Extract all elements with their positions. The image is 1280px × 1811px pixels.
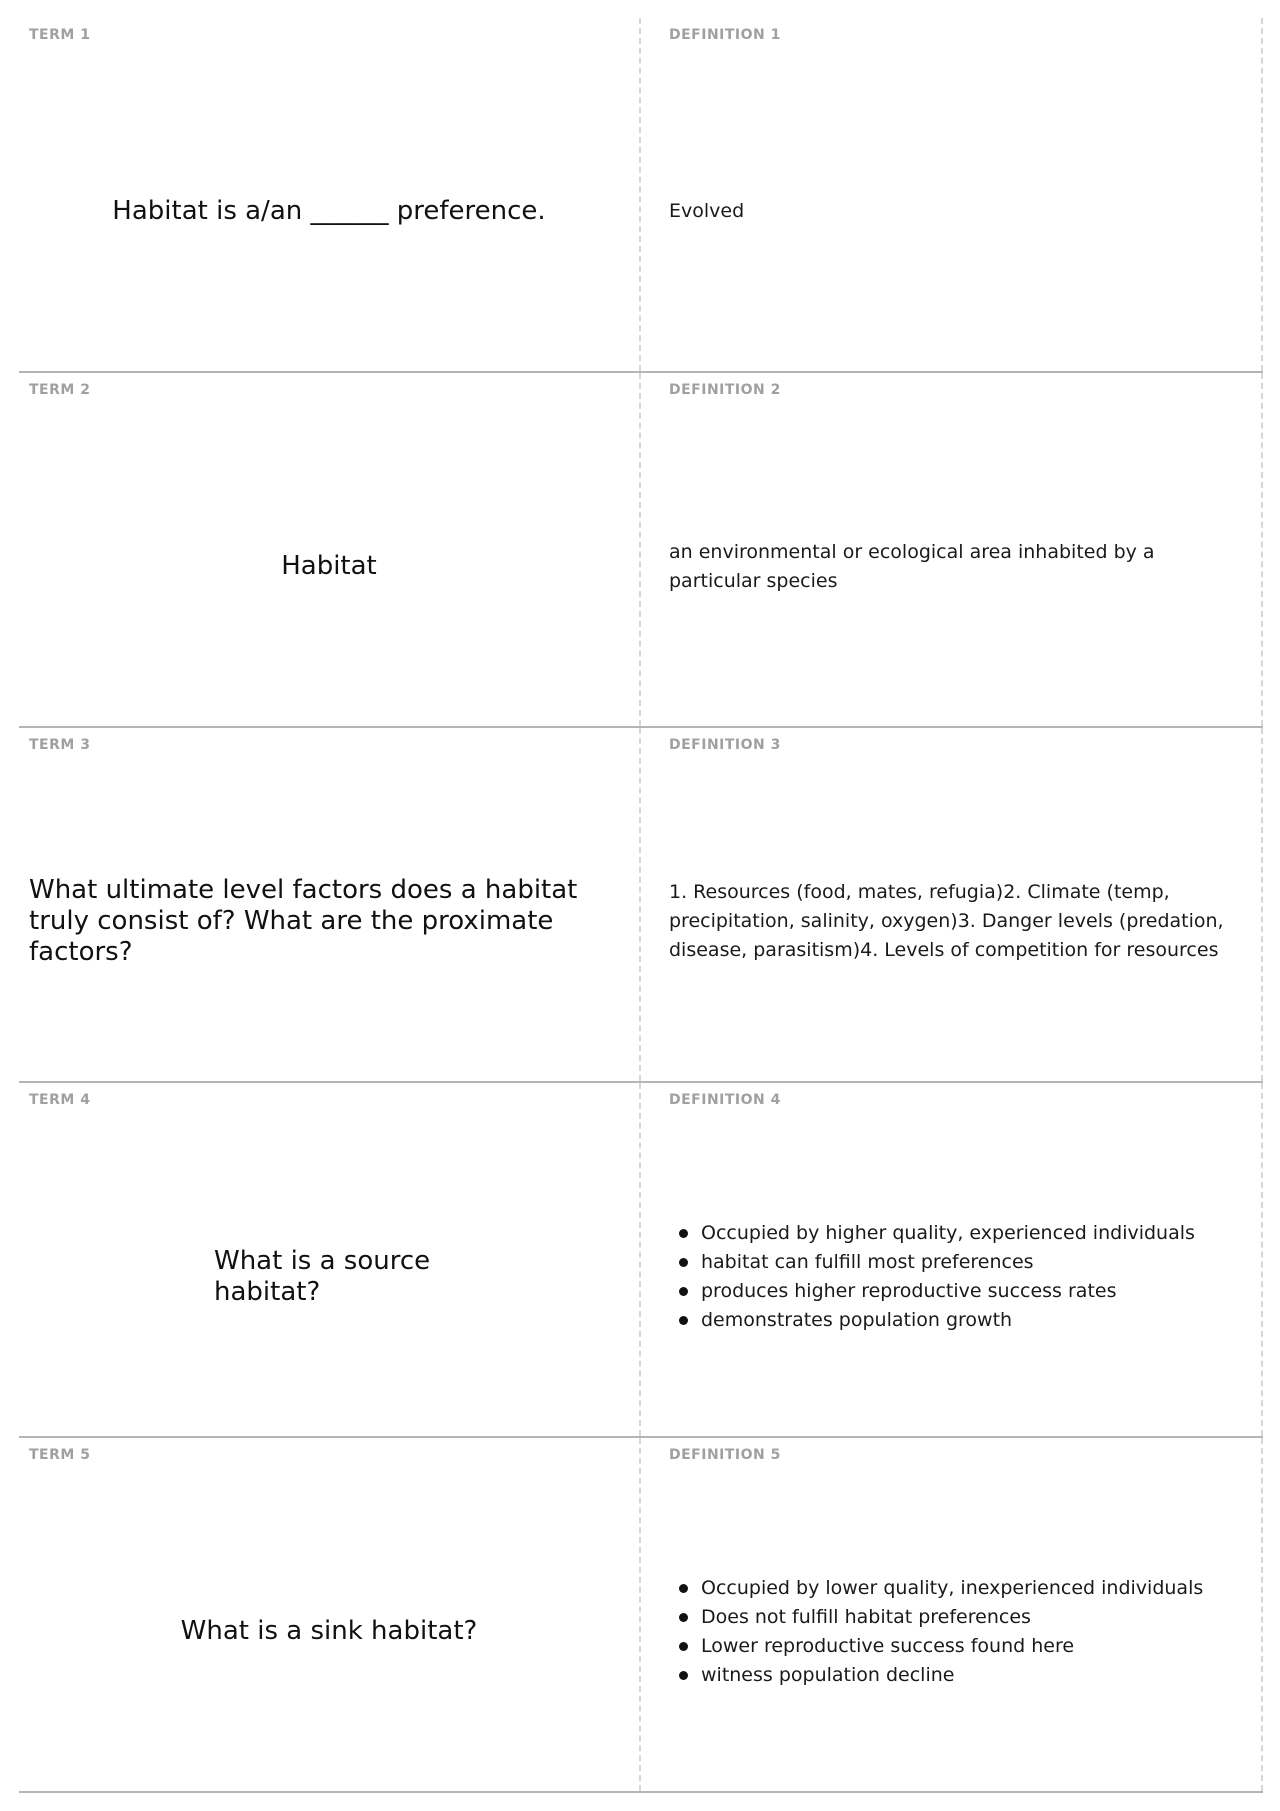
definition-label: DEFINITION 5: [669, 1447, 781, 1463]
list-item: [701, 1574, 1251, 1603]
term-body: [29, 411, 629, 722]
list-item: [701, 1603, 1251, 1632]
definition-label: DEFINITION 1: [669, 27, 781, 43]
bullet-icon: [679, 1316, 688, 1325]
bullet-icon: [679, 1642, 688, 1651]
term-cell: [19, 18, 641, 371]
definition-body: [669, 766, 1251, 1077]
definition-cell: [641, 1438, 1263, 1791]
term-cell: [19, 728, 641, 1081]
list-item-text: Occupied by lower quality, inexperienced individuals: [701, 1576, 1204, 1599]
term-label: TERM 2: [29, 382, 91, 398]
term-text: What ultimate level factors does a habitat truly consist of? What are the proximate factors?: [29, 875, 578, 967]
definition-cell: [641, 18, 1263, 371]
definition-cell: [641, 373, 1263, 726]
definition-body: [669, 56, 1251, 367]
list-item-text: demonstrates population growth: [701, 1308, 1013, 1331]
term-text: Habitat is a/an ______ preference.: [112, 196, 546, 226]
bullet-icon: [679, 1258, 688, 1267]
flashcard-row: [19, 1083, 1263, 1438]
list-item: [701, 1632, 1251, 1661]
flashcard-sheet: [19, 18, 1263, 1793]
bullet-icon: [679, 1613, 688, 1622]
term-body: [29, 56, 629, 367]
list-item-text: Does not fulfill habitat preferences: [701, 1605, 1031, 1628]
term-cell: [19, 1083, 641, 1436]
term-label: TERM 3: [29, 737, 91, 753]
bullet-icon: [679, 1287, 688, 1296]
bullet-icon: [679, 1584, 688, 1593]
definition-body: [669, 411, 1251, 722]
definition-text: an environmental or ecological area inhabited by a particular species: [669, 540, 1155, 592]
term-cell: [19, 1438, 641, 1791]
term-cell: [19, 373, 641, 726]
term-label: TERM 1: [29, 27, 91, 43]
term-body: [29, 766, 629, 1077]
definition-text: 1. Resources (food, mates, refugia)2. Climate (temp, precipitation, salinity, oxygen)3. Danger levels (predation, disease, parasitism)4. Levels of competition for resources: [669, 881, 1224, 961]
list-item: [701, 1219, 1251, 1248]
definition-text: Evolved: [669, 200, 745, 222]
flashcard-row: [19, 728, 1263, 1083]
term-text: What is a sink habitat?: [180, 1616, 478, 1646]
definition-label: DEFINITION 4: [669, 1092, 781, 1108]
term-body: [29, 1476, 629, 1787]
term-label: TERM 4: [29, 1092, 91, 1108]
list-item: [701, 1306, 1251, 1335]
list-item-text: Occupied by higher quality, experienced individuals: [701, 1221, 1195, 1244]
definition-body: [669, 1121, 1251, 1432]
definition-cell: [641, 1083, 1263, 1436]
bullet-icon: [679, 1671, 688, 1680]
definition-list: [669, 1574, 1251, 1690]
list-item-text: produces higher reproductive success rates: [701, 1279, 1117, 1302]
definition-label: DEFINITION 2: [669, 382, 781, 398]
flashcard-row: [19, 18, 1263, 373]
bullet-icon: [679, 1229, 688, 1238]
term-body: [29, 1121, 629, 1432]
flashcard-row: [19, 373, 1263, 728]
list-item-text: Lower reproductive success found here: [701, 1634, 1075, 1657]
list-item: [701, 1277, 1251, 1306]
flashcard-row: [19, 1438, 1263, 1793]
list-item-text: habitat can fulfill most preferences: [701, 1250, 1034, 1273]
term-text: Habitat: [281, 551, 377, 581]
term-label: TERM 5: [29, 1447, 91, 1463]
list-item: [701, 1661, 1251, 1690]
definition-body: [669, 1476, 1251, 1787]
list-item: [701, 1248, 1251, 1277]
definition-label: DEFINITION 3: [669, 737, 781, 753]
term-text: What is a source habitat?: [214, 1245, 431, 1307]
list-item-text: witness population decline: [701, 1663, 955, 1686]
definition-cell: [641, 728, 1263, 1081]
definition-list: [669, 1219, 1251, 1335]
